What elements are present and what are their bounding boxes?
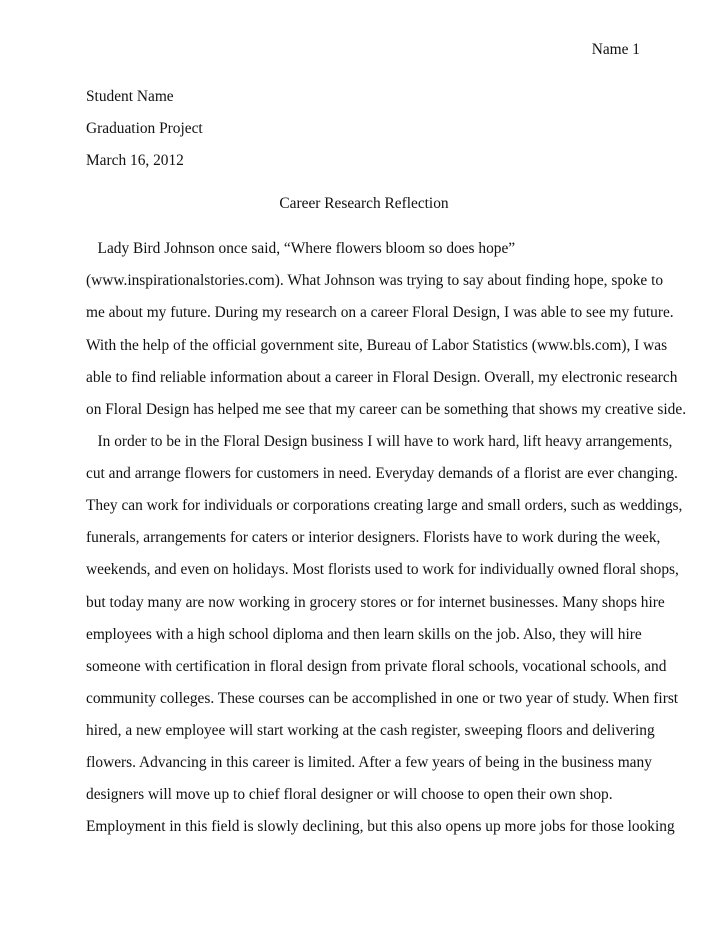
- student-name: Student Name: [86, 88, 174, 105]
- course-name: Graduation Project: [86, 120, 203, 137]
- body-line: on Floral Design has helped me see that my career can be something that shows my creative side.: [86, 401, 687, 418]
- body-line: able to find reliable information about a career in Floral Design. Overall, my electronic research: [86, 369, 678, 386]
- body-line: designers will move up to chief floral designer or will choose to open their own shop.: [86, 786, 613, 803]
- page-title: Career Research Reflection: [279, 195, 449, 212]
- body-line: community colleges. These courses can be accomplished in one or two year of study. When first: [86, 690, 679, 707]
- body-line: funerals, arrangements for caters or interior designers. Florists have to work during the week,: [86, 529, 661, 546]
- body-line: They can work for individuals or corporations creating large and small orders, such as weddings,: [86, 497, 683, 514]
- body-line: (www.inspirationalstories.com). What Johnson was trying to say about finding hope, spoke to: [86, 272, 664, 289]
- body-line: flowers. Advancing in this career is limited. After a few years of being in the business many: [86, 754, 652, 771]
- body-line: Employment in this field is slowly declining, but this also opens up more jobs for those looking: [86, 818, 675, 835]
- body-line: but today many are now working in grocery stores or for internet businesses. Many shops hire: [86, 594, 665, 611]
- body-line: hired, a new employee will start working at the cash register, sweeping floors and delivering: [86, 722, 655, 739]
- body-line: weekends, and even on holidays. Most florists used to work for individually owned floral shops,: [86, 561, 679, 578]
- body-line: employees with a high school diploma and then learn skills on the job. Also, they will hire: [86, 626, 642, 643]
- body-line: me about my future. During my research on a career Floral Design, I was able to see my future.: [86, 304, 674, 321]
- body-line: cut and arrange flowers for customers in need. Everyday demands of a florist are ever changing.: [86, 465, 678, 482]
- running-head: Name 1: [591, 41, 640, 58]
- body-line: In order to be in the Floral Design business I will have to work hard, lift heavy arrangements,: [86, 433, 673, 450]
- body-line: someone with certification in floral design from private floral schools, vocational schools, and: [86, 658, 667, 675]
- body-line: With the help of the official government site, Bureau of Labor Statistics (www.bls.com), I was: [86, 337, 668, 354]
- body-line: Lady Bird Johnson once said, “Where flowers bloom so does hope”: [86, 240, 516, 257]
- date: March 16, 2012: [86, 152, 184, 169]
